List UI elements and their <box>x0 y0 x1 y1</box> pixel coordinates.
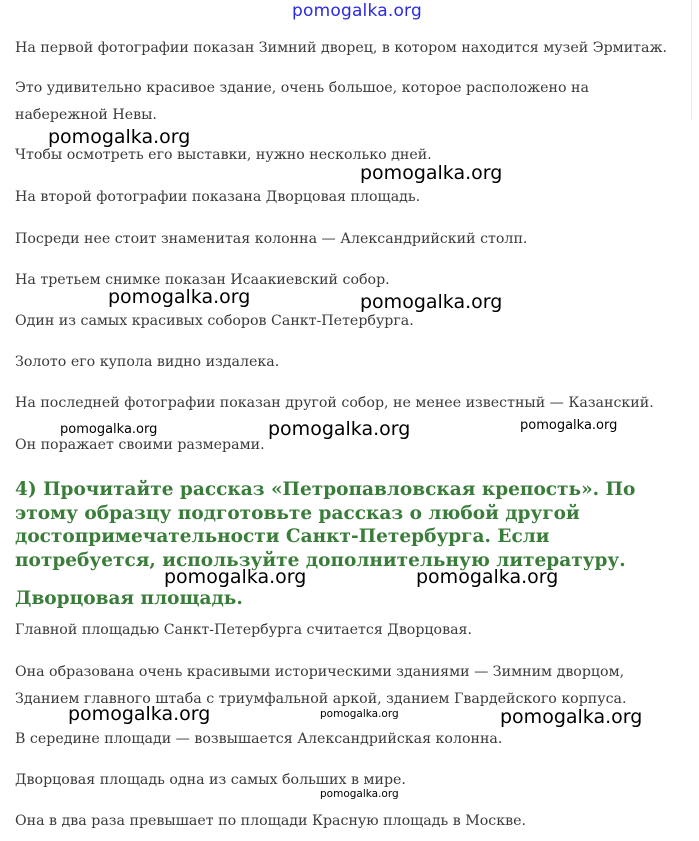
watermark: pomogalka.org <box>108 286 251 308</box>
watermark: pomogalka.org <box>416 566 559 588</box>
watermark: pomogalka.org <box>164 566 307 588</box>
right-divider <box>691 0 692 120</box>
paragraph: Чтобы осмотреть его выставки, нужно несколько дней. <box>15 147 432 163</box>
paragraph: Главной площадью Санкт-Петербурга считается Дворцовая. <box>15 622 472 638</box>
task-heading: 4) Прочитайте рассказ «Петропавловская крепость». По этому образцу подготовьте рассказ о любой другой достопримечательности Санкт-Петербурга. Если потребуется, используйте дополнительную литературу. <box>15 479 636 571</box>
watermark: pomogalka.org <box>320 788 399 800</box>
paragraph: На последней фотографии показан другой собор, не менее известный — Казанский. <box>15 395 654 411</box>
paragraph: На первой фотографии показан Зимний дворец, в котором находится музей Эрмитаж. <box>15 40 668 56</box>
paragraph: Один из самых красивых соборов Санкт-Петербурга. <box>15 313 414 329</box>
paragraph: Дворцовая площадь одна из самых больших в мире. <box>15 772 406 788</box>
watermark: pomogalka.org <box>500 706 643 728</box>
paragraph: На второй фотографии показана Дворцовая площадь. <box>15 189 421 205</box>
paragraph: Посреди нее стоит знаменитая колонна — Александрийский столп. <box>15 231 528 247</box>
watermark: pomogalka.org <box>68 703 211 725</box>
watermark: pomogalka.org <box>360 162 503 184</box>
paragraph: Золото его купола видно издалека. <box>15 354 280 370</box>
site-logo[interactable]: pomogalka.org <box>292 1 422 21</box>
story-title: Дворцовая площадь. <box>15 588 243 609</box>
paragraph: Он поражает своими размерами. <box>15 437 265 453</box>
watermark: pomogalka.org <box>320 708 399 720</box>
paragraph: Она в два раза превышает по площади Красную площадь в Москве. <box>15 813 527 829</box>
watermark: pomogalka.org <box>268 418 411 440</box>
watermark: pomogalka.org <box>520 418 618 433</box>
paragraph: На третьем снимке показан Исаакиевский собор. <box>15 272 390 288</box>
watermark: pomogalka.org <box>48 126 191 148</box>
watermark: pomogalka.org <box>60 422 158 437</box>
watermark: pomogalka.org <box>360 291 503 313</box>
paragraph: Она образована очень красивыми историческими зданиями — Зимним дворцом, Зданием главного штаба с триумфальной аркой, зданием Гвардейского корпуса. <box>15 664 627 707</box>
paragraph: В середине площади — возвышается Александрийская колонна. <box>15 731 503 747</box>
paragraph: Это удивительно красивое здание, очень большое, которое расположено на набережной Невы. <box>15 80 589 123</box>
